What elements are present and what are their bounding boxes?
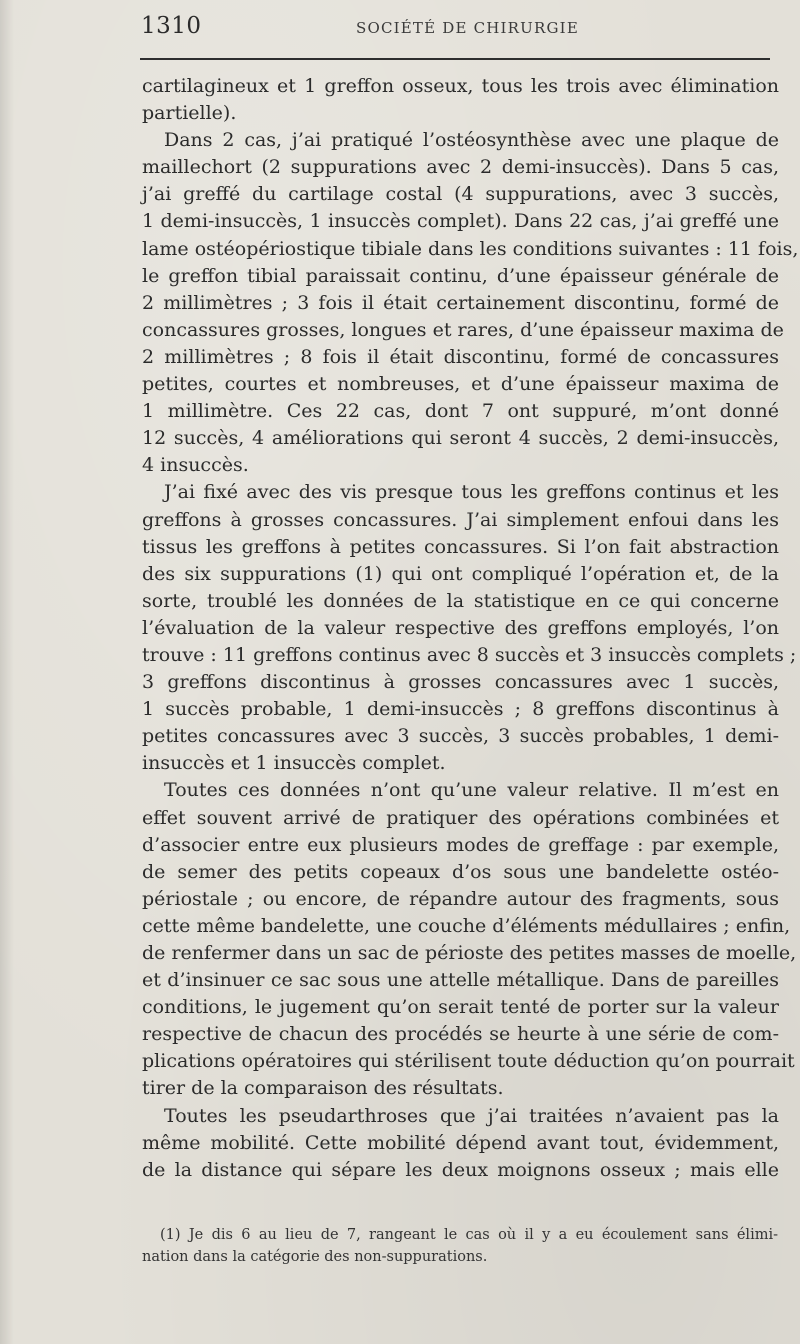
- text-line: des six suppurations (1) qui ont compliqué l’opération et, de la: [142, 562, 779, 585]
- text-line: l’évaluation de la valeur respective des greffons employés, l’on: [142, 616, 779, 639]
- text-line: greffons à grosses concassures. J’ai simplement enfoui dans les: [142, 508, 779, 531]
- text-line: cartilagineux et 1 greffon osseux, tous les trois avec élimination: [142, 75, 779, 97]
- text-line: 1 demi-insuccès, 1 insuccès complet). Dans 22 cas, j’ai greffé une: [142, 210, 779, 233]
- text-line: de la distance qui sépare les deux moignons osseux ; mais elle: [142, 1158, 779, 1181]
- running-title: SOCIÉTÉ DE CHIRURGIE: [356, 19, 579, 37]
- text-line: lame ostéopériostique tibiale dans les conditions suivantes : 11 fois,: [142, 237, 799, 260]
- text-line: 2 millimètres ; 3 fois il était certainement discontinu, formé de: [142, 291, 779, 314]
- text-line: petites concassures avec 3 succès, 3 succès probables, 1 demi-: [142, 725, 779, 748]
- footnote-line: nation dans la catégorie des non-suppurations.: [142, 1249, 488, 1265]
- header-rule: [140, 58, 770, 60]
- page-number: 1310: [141, 13, 202, 39]
- text-line: cette même bandelette, une couche d’éléments médullaires ; enfin,: [142, 914, 791, 937]
- text-line: même mobilité. Cette mobilité dépend avant tout, évidemment,: [142, 1131, 779, 1154]
- text-line: périostale ; ou encore, de répandre autour des fragments, sous: [142, 887, 779, 910]
- text-line: J’ai fixé avec des vis presque tous les greffons continus et les: [164, 481, 779, 504]
- text-line: trouve : 11 greffons continus avec 8 succès et 3 insuccès complets ;: [142, 643, 797, 666]
- text-line: et d’insinuer ce sac sous une attelle métallique. Dans de pareilles: [142, 969, 779, 992]
- text-line: Toutes les pseudarthroses que j’ai traitées n’avaient pas la: [164, 1104, 779, 1127]
- text-line: plications opératoires qui stérilisent toute déduction qu’on pourrait: [142, 1050, 795, 1073]
- text-line: effet souvent arrivé de pratiquer des opérations combinées et: [142, 806, 779, 829]
- text-line: 3 greffons discontinus à grosses concassures avec 1 succès,: [142, 671, 779, 694]
- text-line: d’associer entre eux plusieurs modes de greffage : par exemple,: [142, 833, 779, 856]
- text-line: maillechort (2 suppurations avec 2 demi-insuccès). Dans 5 cas,: [142, 156, 779, 179]
- text-line: 12 succès, 4 améliorations qui seront 4 succès, 2 demi-insuccès,: [142, 427, 779, 450]
- text-line: Dans 2 cas, j’ai pratiqué l’ostéosynthèse avec une plaque de: [164, 129, 779, 152]
- body-text: [142, 73, 799, 1184]
- text-line: sorte, troublé les données de la statistique en ce qui concerne: [142, 589, 779, 612]
- text-line: petites, courtes et nombreuses, et d’une épaisseur maxima de: [142, 373, 779, 396]
- text-line: de semer des petits copeaux d’os sous une bandelette ostéo-: [142, 860, 779, 883]
- text-line: 4 insuccès.: [142, 454, 249, 477]
- page-edge-shadow: [0, 0, 14, 1344]
- footnote-line: (1) Je dis 6 au lieu de 7, rangeant le cas où il y a eu écoulement sans élimi-: [160, 1227, 778, 1243]
- text-line: concassures grosses, longues et rares, d’une épaisseur maxima de: [142, 318, 784, 341]
- footnote: [142, 1224, 778, 1268]
- text-line: Toutes ces données n’ont qu’une valeur relative. Il m’est en: [164, 779, 779, 802]
- text-line: 2 millimètres ; 8 fois il était discontinu, formé de concassures: [142, 345, 779, 368]
- text-line: de renfermer dans un sac de périoste des petites masses de moelle,: [142, 942, 797, 964]
- text-line: 1 succès probable, 1 demi-insuccès ; 8 greffons discontinus à: [142, 698, 779, 721]
- text-line: tirer de la comparaison des résultats.: [142, 1077, 504, 1100]
- text-line: partielle).: [142, 102, 237, 125]
- text-line: 1 millimètre. Ces 22 cas, dont 7 ont suppuré, m’ont donné: [142, 400, 779, 423]
- text-line: j’ai greffé du cartilage costal (4 suppurations, avec 3 succès,: [142, 183, 779, 206]
- text-line: le greffon tibial paraissait continu, d’une épaisseur générale de: [142, 264, 779, 287]
- text-line: respective de chacun des procédés se heurte à une série de com-: [142, 1023, 779, 1046]
- text-line: insuccès et 1 insuccès complet.: [142, 752, 446, 775]
- text-line: conditions, le jugement qu’on serait tenté de porter sur la valeur: [142, 996, 779, 1019]
- text-line: tissus les greffons à petites concassures. Si l’on fait abstraction: [142, 535, 779, 558]
